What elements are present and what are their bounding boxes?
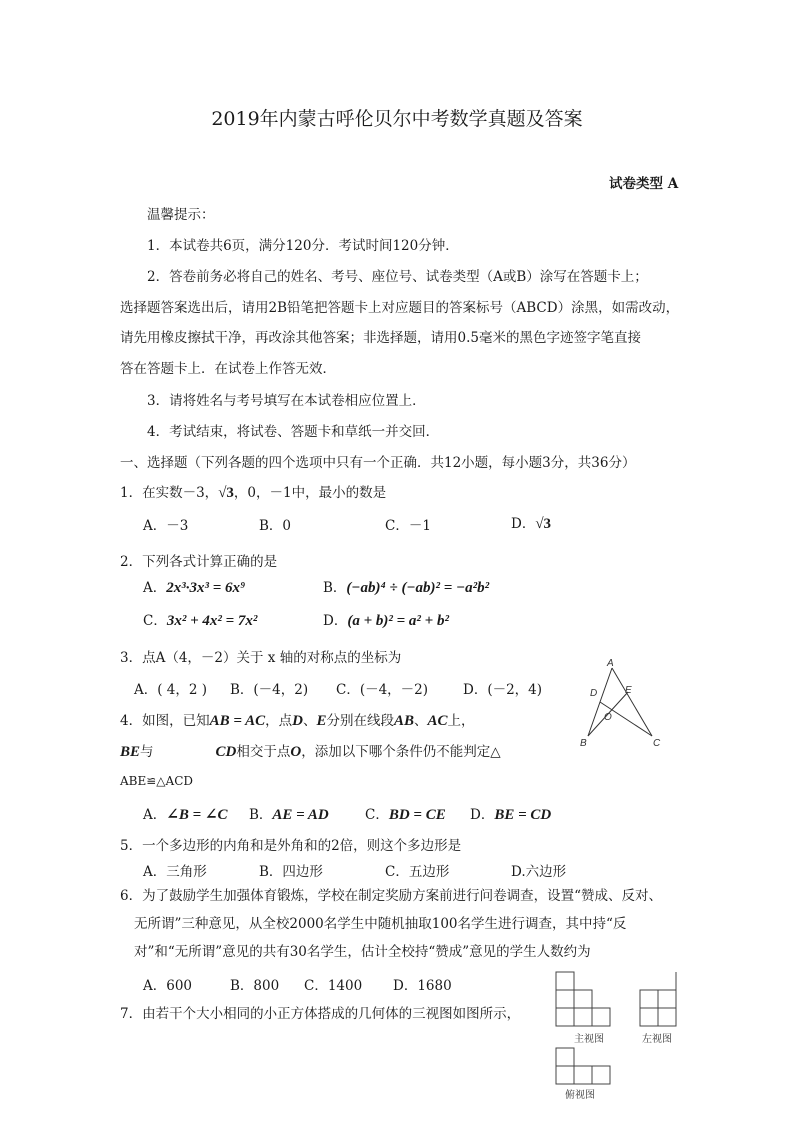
q4-option-c-math: BD = CE	[388, 807, 446, 823]
q7-left-view-label: 左视图	[642, 1034, 672, 1045]
q2-option-c-math: 3x² + 4x² = 7x²	[166, 613, 258, 629]
q4-label-o: O	[604, 712, 612, 723]
q4-stem-line2	[120, 740, 501, 761]
q4-option-c	[365, 803, 446, 824]
q4-sep-1: 、	[302, 713, 317, 729]
q4-option-b	[249, 803, 329, 824]
q4-option-d-math: BE = CD	[494, 807, 552, 823]
q4-stem-b: ，点	[265, 713, 293, 729]
q3-option-a: A．( 4，2 )	[134, 682, 208, 698]
q7-top-view	[555, 1046, 625, 1106]
q4-ab-eq-ac: AB = AC	[209, 713, 266, 729]
q6-option-c: C．1400	[304, 978, 363, 994]
tip-2-line2: 选择题答案选出后，请用2B铅笔把答题卡上对应题目的答案标号（ABCD）涂黑，如需改动，	[120, 300, 680, 316]
q4-stem-c: 分别在线段	[326, 713, 394, 729]
q4-option-b-math: AE = AD	[272, 807, 329, 823]
q4-option-a-prefix: A．	[143, 807, 167, 823]
q3-option-d: D．(－2，4)	[463, 682, 543, 698]
q4-point-d: D	[292, 713, 303, 729]
q4-point-o: O	[290, 744, 302, 760]
q2-option-a	[143, 576, 245, 597]
q1-stem	[120, 481, 386, 502]
q4-triangle-figure	[580, 656, 670, 752]
q1-option-a: A．－3	[143, 518, 189, 534]
q4-stem-line1	[120, 709, 475, 730]
q1-option-b: B．0	[259, 518, 292, 534]
q4-stem-e: 相交于点	[236, 744, 291, 760]
q4-with: 与	[140, 744, 154, 760]
q2-option-a-prefix: A．	[143, 580, 167, 596]
q5-stem: 5．一个多边形的内角和是外角和的2倍，则这个多边形是	[120, 838, 462, 854]
q6-option-b: B．800	[230, 978, 280, 994]
q4-sep-2: 、	[413, 713, 428, 729]
q2-option-c	[143, 609, 257, 630]
q4-seg-cd: CD	[215, 744, 237, 760]
q4-seg-be: BE	[120, 744, 141, 760]
q2-option-b-prefix: B．	[323, 580, 347, 596]
q7-stem: 7．由若干个大小相同的小正方体搭成的几何体的三视图如图所示，	[120, 1006, 521, 1022]
q7-left-view	[638, 970, 688, 1046]
q4-option-b-prefix: B．	[249, 807, 273, 823]
q1-option-d	[511, 512, 551, 533]
q7-front-view-label: 主视图	[574, 1034, 604, 1045]
q4-stem-line3: ABE≌△ACD	[120, 774, 193, 788]
q4-label-e: E	[625, 685, 632, 696]
q1-sqrt3: √3	[218, 485, 234, 501]
q2-option-b-math: (−ab)⁴ ÷ (−ab)² = −a²b²	[346, 580, 490, 596]
q6-option-d: D．1680	[393, 978, 452, 994]
tip-4: 4．考试结束，将试卷、答题卡和草纸一并交回．	[147, 424, 440, 440]
q5-option-a: A．三角形	[143, 864, 207, 880]
tips-heading: 温馨提示：	[147, 207, 215, 223]
q1-stem-a: 1．在实数－3，	[120, 485, 219, 501]
q4-option-d-prefix: D．	[470, 807, 495, 823]
q2-stem: 2．下列各式计算正确的是	[120, 554, 278, 570]
q6-option-a: A．600	[143, 978, 193, 994]
q4-label-a: A	[607, 658, 614, 669]
q4-stem-d: 上，	[447, 713, 475, 729]
tip-3: 3．请将姓名与考号填写在本试卷相应位置上．	[147, 393, 426, 409]
page-title: 2019年内蒙古呼伦贝尔中考数学真题及答案	[211, 108, 583, 130]
section-heading: 一、选择题（下列各题的四个选项中只有一个正确．共12小题，每小题3分，共36分）	[120, 455, 636, 471]
q4-option-a	[143, 803, 227, 824]
q4-option-a-math: ∠B = ∠C	[166, 807, 228, 823]
q6-line1: 6．为了鼓励学生加强体育锻炼，学校在制定奖励方案前进行问卷调查，设置“赞成、反对、	[120, 888, 662, 904]
q2-option-c-prefix: C．	[143, 613, 167, 629]
q5-option-d: D.六边形	[511, 864, 567, 880]
q3-option-b: B．(－4，2)	[230, 682, 309, 698]
q7-front-view	[555, 970, 625, 1046]
paper-type: 试卷类型 A	[609, 176, 679, 192]
q2-option-d	[323, 609, 449, 630]
q1-option-d-sqrt: √3	[535, 516, 552, 532]
q2-option-a-math: 2x³·3x³ = 6x⁹	[166, 580, 246, 596]
q4-stem-f: ，添加以下哪个条件仍不能判定△	[301, 744, 501, 760]
q1-stem-b: ，0，－1中，最小的数是	[233, 485, 387, 501]
q1-option-c: C．－1	[385, 518, 431, 534]
q4-stem-a: 4．如图，已知	[120, 713, 210, 729]
q2-option-d-math: (a + b)² = a² + b²	[347, 613, 449, 629]
q4-option-d	[470, 803, 551, 824]
tip-1: 1．本试卷共6页，满分120分．考试时间120分钟．	[147, 238, 459, 254]
q7-top-view-label: 俯视图	[565, 1090, 595, 1101]
q6-line2: 无所谓”三种意见，从全校2000名学生中随机抽取100名学生进行调查，其中持“反	[134, 916, 627, 932]
q4-seg-ab: AB	[393, 713, 414, 729]
q4-point-e: E	[316, 713, 327, 729]
q3-stem: 3．点A（4，－2）关于 x 轴的对称点的坐标为	[120, 650, 402, 666]
tip-2-line3: 请先用橡皮擦拭干净，再改涂其他答案；非选择题，请用0.5毫米的黑色字迹签字笔直接	[120, 330, 641, 346]
q1-option-d-prefix: D．	[511, 516, 536, 532]
q3-option-c: C．(－4，－2)	[336, 682, 429, 698]
q4-label-c: C	[653, 738, 661, 749]
tip-2-line4: 答在答题卡上．在试卷上作答无效．	[120, 361, 336, 377]
q4-label-d: D	[590, 688, 598, 699]
q2-option-b	[323, 576, 489, 597]
q5-option-c: C．五边形	[385, 864, 450, 880]
q5-option-b: B．四边形	[259, 864, 323, 880]
q4-label-b: B	[580, 738, 587, 749]
q4-option-c-prefix: C．	[365, 807, 389, 823]
q4-seg-ac: AC	[427, 713, 448, 729]
tip-2-line1: 2．答卷前务必将自己的姓名、考号、座位号、试卷类型（A或B）涂写在答题卡上；	[147, 269, 648, 285]
q6-line3: 对”和“无所谓”意见的共有30名学生，估计全校持“赞成”意见的学生人数约为	[134, 944, 591, 960]
q2-option-d-prefix: D．	[323, 613, 348, 629]
